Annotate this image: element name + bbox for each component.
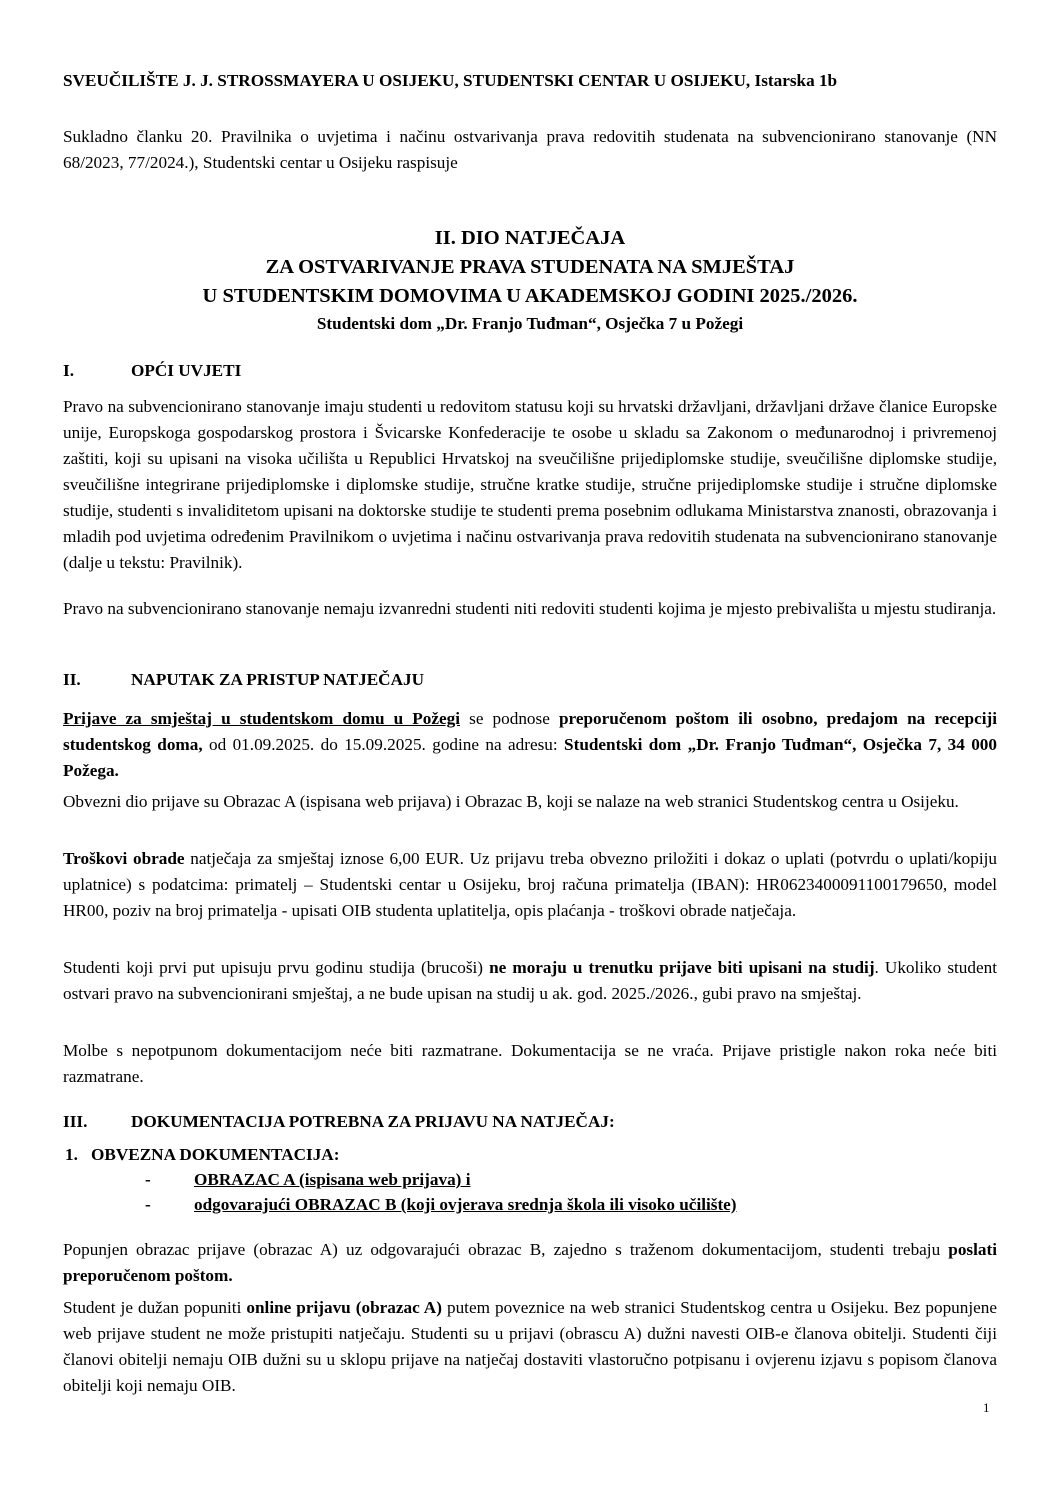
text-span: se podnose <box>460 709 559 728</box>
bullet-text: OBRAZAC A (ispisana web prijava) i <box>194 1170 471 1189</box>
section-2-paragraph-1 <box>63 706 997 784</box>
bold-text: preporučenom poštom ili osobno, predajom na recepciji studentskog doma, <box>63 709 998 754</box>
section-1-paragraph-2: Pravo na subvencionirano stanovanje nemaju izvanredni studenti niti redoviti studenti kojima je mjesto prebivališta u mjestu studiranja. <box>63 599 997 618</box>
section-2-paragraph-5: Molbe s nepotpunom dokumentacijom neće biti razmatrane. Dokumentacija se ne vraća. Prijave pristigle nakon roka neće biti razmatrane. <box>63 1041 997 1086</box>
document-title <box>63 224 997 337</box>
subsection-number: 1. <box>65 1145 78 1164</box>
bold-text: Troškovi obrade <box>63 849 185 868</box>
text-span: od 01.09.2025. do 15.09.2025. godine na adresu: <box>202 735 565 754</box>
bold-text: ne moraju u trenutku prijave biti upisani na studij <box>489 958 875 977</box>
institution-header: SVEUČILIŠTE J. J. STROSSMAYERA U OSIJEKU, STUDENTSKI CENTAR U OSIJEKU, Istarska 1b <box>63 71 838 90</box>
bold-text: Studentski dom „Dr. Franjo Tuđman“, Osječka 7, 34 000 Požega. <box>63 735 997 780</box>
section-heading-1 <box>63 358 997 384</box>
text-span: Popunjen obrazac prijave (obrazac A) uz odgovarajući obrazac B, zajedno s traženom dokumentacijom, studenti trebaju <box>63 1240 949 1259</box>
underlined-text: Prijave za smještaj u studentskom domu u Požegi <box>63 709 461 728</box>
text-span: Student je dužan popuniti <box>63 1298 247 1317</box>
text-span: natječaja za smještaj iznose 6,00 EUR. Uz prijavu treba obvezno priložiti i dokaz o uplati (potvrdu o uplati/kopiju uplatnice) s podatcima: primatelj – Studentski centar u Osijeku, broj računa primatelja (IBAN): HR0623400091100179650, model HR00, poziv na broj primatelja - upisati OIB studenta uplatitelja, opis plaćanja - troškovi obrade natječaja. <box>63 849 998 920</box>
section-heading-3 <box>63 1109 997 1135</box>
section-number: I. <box>63 361 74 380</box>
dash-bullet: - <box>145 1195 151 1214</box>
section-2-paragraph-3 <box>63 846 997 924</box>
section-2-paragraph-4 <box>63 955 997 1007</box>
bold-text: poslati preporučenom poštom. <box>63 1240 997 1285</box>
section-heading-2 <box>63 667 997 693</box>
section-1-paragraph-1: Pravo na subvencionirano stanovanje imaju studenti u redovitom statusu koji su hrvatski državljani, državljani države članice Europske unije, Europskoga gospodarskog prostora i Švicarske Konfederacije te osobe u skladu sa Zakonom o međunarodnoj i privremenoj zaštiti, koji su upisani na visoka učilišta u Republici Hrvatskoj na sveučilišne prijediplomske studije, sveučilišne diplomske studije, sveučilišne integrirane prijediplomske i diplomske studije, stručne kratke studije, stručne prijediplomske studije i stručne diplomske studije, studenti s invaliditetom upisani na doktorske studije te studenti prema posebnim odlukama Ministarstva znanosti, obrazovanja i mladih pod uvjetima određenim Pravilnikom o uvjetima i načinu ostvarivanja prava redovitih studenata na subvencionirano stanovanje (dalje u tekstu: Pravilnik). <box>63 397 997 572</box>
section-title: OPĆI UVJETI <box>131 361 242 380</box>
title-line-3: U STUDENTSKIM DOMOVIMA U AKADEMSKOJ GODINI 2025./2026. <box>202 285 858 307</box>
section-title: NAPUTAK ZA PRISTUP NATJEČAJU <box>131 670 425 689</box>
section-number: II. <box>63 670 81 689</box>
section-2-paragraph-2: Obvezni dio prijave su Obrazac A (ispisana web prijava) i Obrazac B, koji se nalaze na web stranici Studentskog centra u Osijeku. <box>63 792 959 811</box>
subsection-title: OBVEZNA DOKUMENTACIJA: <box>91 1145 340 1164</box>
title-line-1: II. DIO NATJEČAJA <box>434 227 626 249</box>
page-number: 1 <box>983 1400 990 1415</box>
dash-bullet: - <box>145 1170 151 1189</box>
title-line-2: ZA OSTVARIVANJE PRAVA STUDENATA NA SMJEŠTAJ <box>265 256 795 278</box>
section-title: DOKUMENTACIJA POTREBNA ZA PRIJAVU NA NATJEČAJ: <box>131 1112 615 1131</box>
title-subtitle: Studentski dom „Dr. Franjo Tuđman“, Osječka 7 u Požegi <box>316 314 744 333</box>
section-3-paragraph-1 <box>63 1237 997 1289</box>
section-3-paragraph-2 <box>63 1295 997 1399</box>
bold-text: online prijavu (obrazac A) <box>246 1298 442 1317</box>
section-number: III. <box>63 1112 88 1131</box>
text-span: . Ukoliko student ostvari pravo na subvencionirani smještaj, a ne bude upisan na studij u ak. god. 2025./2026., gubi pravo na smještaj. <box>63 958 997 1003</box>
subsection-heading-1 <box>65 1142 339 1168</box>
text-span: putem poveznice na web stranici Studentskog centra u Osijeku. Bez popunjene web prijave student ne može pristupiti natječaju. Studenti su u prijavi (obrascu A) dužni navesti OIB-e članova obitelji. Studenti čiji članovi obitelji nemaju OIB dužni su u sklopu prijave na natječaj dostaviti vlastoručno potpisanu i ovjerenu izjavu s popisom članova obitelji koji nemaju OIB. <box>63 1298 998 1395</box>
intro-paragraph: Sukladno članku 20. Pravilnika o uvjetima i načinu ostvarivanja prava redovitih studenata na subvencionirano stanovanje (NN 68/2023, 77/2024.), Studentski centar u Osijeku raspisuje <box>63 127 997 172</box>
text-span: Studenti koji prvi put upisuju prvu godinu studija (brucoši) <box>63 958 490 977</box>
bullet-item <box>145 1167 470 1193</box>
bullet-text: odgovarajući OBRAZAC B (koji ovjerava srednja škola ili visoko učilište) <box>194 1195 737 1214</box>
bullet-item <box>145 1192 737 1218</box>
